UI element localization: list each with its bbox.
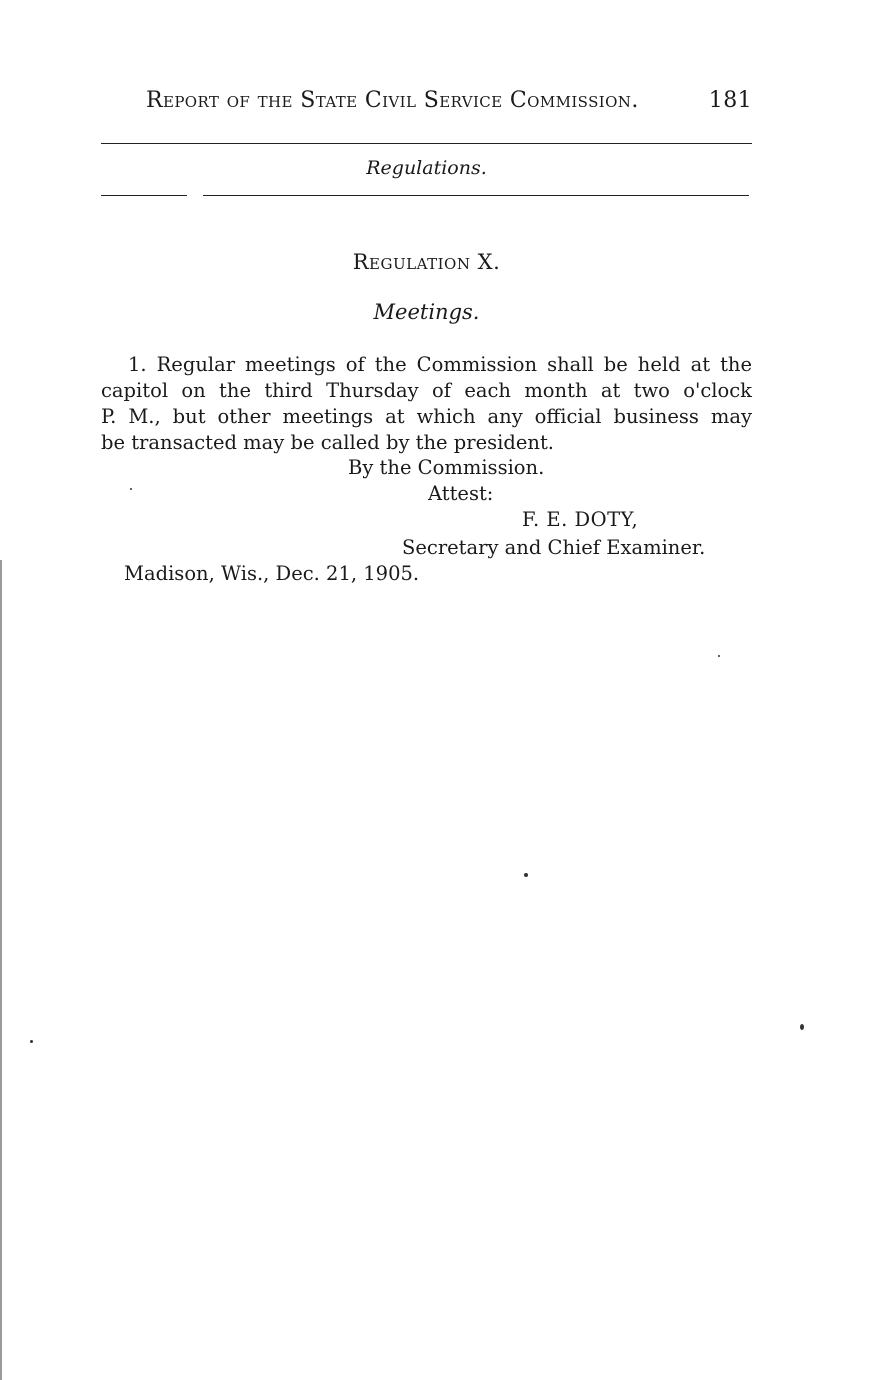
page-edge-shadow (0, 560, 2, 1380)
page-number: 181 (708, 88, 752, 113)
header-rule-bottom (203, 195, 749, 196)
paragraph-line: capitol on the third Thursday of each month at two o'clock (101, 379, 752, 402)
print-speck (800, 1024, 804, 1030)
place-and-date: Madison, Wis., Dec. 21, 1905. (124, 562, 420, 585)
section-heading: Regulations. (366, 157, 487, 179)
running-head-title: Report of the State Civil Service Commission. (146, 88, 639, 113)
paragraph-line: 1. Regular meetings of the Commission shall be held at the (128, 353, 752, 376)
running-head (146, 88, 752, 116)
paragraph-line: be transacted may be called by the president. (101, 431, 555, 454)
paragraph-line: P. M., but other meetings at which any official business may (101, 405, 752, 428)
signature-attest: Attest: (428, 482, 494, 505)
signatory-name: F. E. DOTY, (522, 508, 639, 531)
print-speck (718, 655, 720, 657)
regulation-title: Regulation X. (352, 250, 501, 274)
print-speck (524, 873, 528, 877)
regulation-subtitle: Meetings. (373, 300, 480, 324)
print-speck (30, 1040, 33, 1043)
signature-by-line: By the Commission. (348, 456, 545, 479)
header-rule-top (101, 143, 752, 144)
print-speck (130, 488, 132, 490)
signatory-role: Secretary and Chief Examiner. (402, 536, 706, 559)
header-rule-bottom (101, 195, 187, 196)
